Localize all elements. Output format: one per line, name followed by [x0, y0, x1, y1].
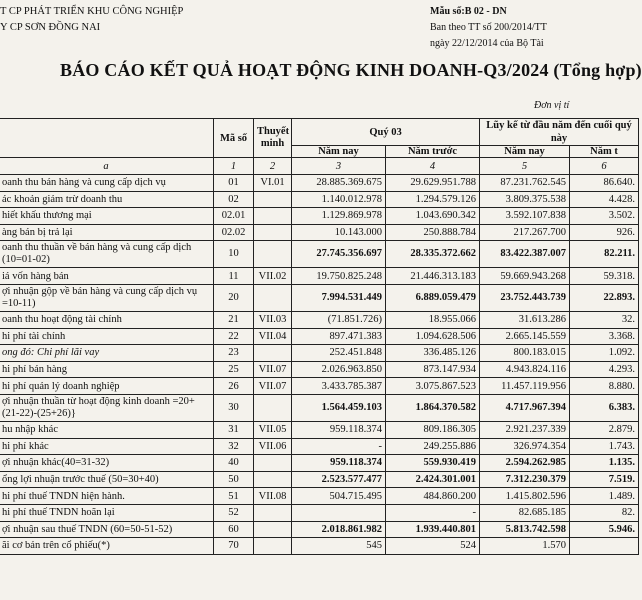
table-row	[0, 191, 639, 208]
row-ytd-last-year: 1.489.	[570, 488, 639, 505]
row-label: àng bán bị trả lại	[0, 224, 214, 241]
row-label: ợi nhuận gộp về bán hàng và cung cấp dịch vụ =10-11)	[0, 284, 214, 311]
row-code: 70	[214, 538, 254, 555]
label-header	[0, 119, 214, 158]
row-quarter-this-year: 959.118.374	[292, 455, 386, 472]
row-label: oanh thu hoạt động tài chính	[0, 311, 214, 328]
row-quarter-this-year: 2.026.963.850	[292, 361, 386, 378]
row-quarter-this-year: 10.143.000	[292, 224, 386, 241]
ytd-last-year-header: Năm t	[570, 146, 639, 158]
row-ytd-this-year: 87.231.762.545	[480, 175, 570, 192]
row-quarter-last-year: 873.147.934	[386, 361, 480, 378]
table-row	[0, 504, 639, 521]
row-note: VII.04	[254, 328, 292, 345]
row-ytd-this-year: 11.457.119.956	[480, 378, 570, 395]
row-quarter-last-year: 484.860.200	[386, 488, 480, 505]
report-title: BÁO CÁO KẾT QUẢ HOẠT ĐỘNG KINH DOANH-Q3/2024 (Tổng hợp)	[60, 60, 642, 80]
form-reference	[430, 4, 547, 52]
row-ytd-this-year: 2.594.262.985	[480, 455, 570, 472]
row-quarter-this-year: 1.140.012.978	[292, 191, 386, 208]
row-code: 26	[214, 378, 254, 395]
table-row	[0, 361, 639, 378]
row-code: 51	[214, 488, 254, 505]
row-ytd-last-year: 22.893.	[570, 284, 639, 311]
quarter-this-year-header: Năm nay	[292, 146, 386, 158]
row-ytd-last-year: 1.092.	[570, 345, 639, 362]
currency-unit: Đơn vị tí	[534, 100, 570, 111]
circular-line1: Ban theo TT số 200/2014/TT	[430, 22, 547, 33]
table-row	[0, 241, 639, 268]
row-quarter-this-year: 252.451.848	[292, 345, 386, 362]
row-quarter-last-year: 3.075.867.523	[386, 378, 480, 395]
quarter-last-year-header: Năm trước	[386, 146, 480, 158]
row-quarter-this-year: 19.750.825.248	[292, 268, 386, 285]
table-row	[0, 175, 639, 192]
circular-line2: ngày 22/12/2014 của Bộ Tài	[430, 38, 544, 49]
row-code: 60	[214, 521, 254, 538]
row-quarter-last-year: -	[386, 504, 480, 521]
row-note: VII.08	[254, 488, 292, 505]
row-quarter-last-year: 559.930.419	[386, 455, 480, 472]
row-label: hi phí thuế TNDN hiện hành.	[0, 488, 214, 505]
table-row	[0, 268, 639, 285]
row-code: 10	[214, 241, 254, 268]
row-ytd-last-year: 6.383.	[570, 394, 639, 421]
form-code: Mẫu số:B 02 - DN	[430, 6, 507, 17]
row-label: hi phí bán hàng	[0, 361, 214, 378]
row-note	[254, 471, 292, 488]
row-code: 25	[214, 361, 254, 378]
row-ytd-last-year: 86.640.	[570, 175, 639, 192]
row-quarter-last-year: 6.889.059.479	[386, 284, 480, 311]
row-code: 21	[214, 311, 254, 328]
row-ytd-this-year: 83.422.387.007	[480, 241, 570, 268]
row-note	[254, 538, 292, 555]
table-row	[0, 345, 639, 362]
row-quarter-this-year: 1.129.869.978	[292, 208, 386, 225]
row-ytd-last-year: 3.368.	[570, 328, 639, 345]
column-index-row	[0, 158, 639, 175]
row-note: VI.01	[254, 175, 292, 192]
row-ytd-last-year	[570, 538, 639, 555]
row-ytd-this-year: 5.813.742.598	[480, 521, 570, 538]
row-code: 30	[214, 394, 254, 421]
row-note: VII.07	[254, 378, 292, 395]
row-label: oanh thu thuần về bán hàng và cung cấp dịch (10=01-02)	[0, 241, 214, 268]
row-ytd-this-year: 82.685.185	[480, 504, 570, 521]
row-label: ợi nhuận khác(40=31-32)	[0, 455, 214, 472]
row-ytd-this-year: 7.312.230.379	[480, 471, 570, 488]
row-note: VII.06	[254, 438, 292, 455]
row-quarter-this-year: 3.433.785.387	[292, 378, 386, 395]
row-code: 01	[214, 175, 254, 192]
row-ytd-last-year: 7.519.	[570, 471, 639, 488]
row-code: 52	[214, 504, 254, 521]
row-quarter-last-year: 809.186.305	[386, 421, 480, 438]
row-label: hiết khấu thương mại	[0, 208, 214, 225]
row-label: ong đó: Chi phí lãi vay	[0, 345, 214, 362]
row-code: 31	[214, 421, 254, 438]
row-ytd-last-year: 82.211.	[570, 241, 639, 268]
table-row	[0, 488, 639, 505]
row-ytd-this-year: 3.592.107.838	[480, 208, 570, 225]
row-quarter-last-year: 1.094.628.506	[386, 328, 480, 345]
company-header	[0, 4, 183, 36]
row-code: 22	[214, 328, 254, 345]
row-ytd-this-year: 2.665.145.559	[480, 328, 570, 345]
row-quarter-this-year: 2.523.577.477	[292, 471, 386, 488]
row-quarter-last-year: 2.424.301.001	[386, 471, 480, 488]
row-note	[254, 521, 292, 538]
row-quarter-this-year: 504.715.495	[292, 488, 386, 505]
table-row	[0, 284, 639, 311]
row-label: hu nhập khác	[0, 421, 214, 438]
row-quarter-last-year: 250.888.784	[386, 224, 480, 241]
row-quarter-last-year: 1.939.440.801	[386, 521, 480, 538]
row-note: VII.07	[254, 361, 292, 378]
row-ytd-this-year: 4.717.967.394	[480, 394, 570, 421]
row-quarter-last-year: 29.629.951.788	[386, 175, 480, 192]
row-ytd-last-year: 8.880.	[570, 378, 639, 395]
row-label: iá vốn hàng bán	[0, 268, 214, 285]
company-name-line1: T CP PHÁT TRIỂN KHU CÔNG NGHIỆP	[0, 6, 184, 17]
index-cell: 3	[292, 158, 386, 175]
quarter-header: Quý 03	[292, 119, 480, 146]
row-code: 23	[214, 345, 254, 362]
row-quarter-this-year: 959.118.374	[292, 421, 386, 438]
row-ytd-last-year: 5.946.	[570, 521, 639, 538]
row-code: 20	[214, 284, 254, 311]
row-label: oanh thu bán hàng và cung cấp dịch vụ	[0, 175, 214, 192]
row-ytd-this-year: 59.669.943.268	[480, 268, 570, 285]
company-name-line2: Y CP SƠN ĐỒNG NAI	[0, 22, 101, 33]
table-row	[0, 394, 639, 421]
row-note: VII.02	[254, 268, 292, 285]
row-quarter-this-year: (71.851.726)	[292, 311, 386, 328]
row-ytd-this-year: 4.943.824.116	[480, 361, 570, 378]
row-note	[254, 345, 292, 362]
table-row	[0, 311, 639, 328]
row-ytd-last-year: 4.428.	[570, 191, 639, 208]
row-quarter-last-year: 1.043.690.342	[386, 208, 480, 225]
ytd-this-year-header: Năm nay	[480, 146, 570, 158]
row-ytd-this-year: 23.752.443.739	[480, 284, 570, 311]
table-row	[0, 208, 639, 225]
row-quarter-last-year: 524	[386, 538, 480, 555]
row-note	[254, 284, 292, 311]
row-ytd-last-year: 2.879.	[570, 421, 639, 438]
table-row	[0, 328, 639, 345]
row-ytd-last-year: 926.	[570, 224, 639, 241]
row-ytd-last-year: 59.318.	[570, 268, 639, 285]
index-cell: 4	[386, 158, 480, 175]
income-statement-table	[0, 118, 639, 555]
note-header: Thuyết minh	[254, 119, 292, 158]
code-header: Mã số	[214, 119, 254, 158]
table-row	[0, 224, 639, 241]
row-ytd-this-year: 217.267.700	[480, 224, 570, 241]
row-code: 02.01	[214, 208, 254, 225]
row-note	[254, 191, 292, 208]
row-note	[254, 241, 292, 268]
row-ytd-this-year: 326.974.354	[480, 438, 570, 455]
index-cell: a	[0, 158, 214, 175]
table-row	[0, 378, 639, 395]
table-row	[0, 421, 639, 438]
row-quarter-this-year: 545	[292, 538, 386, 555]
index-cell: 1	[214, 158, 254, 175]
row-note	[254, 455, 292, 472]
row-code: 40	[214, 455, 254, 472]
row-quarter-this-year: 7.994.531.449	[292, 284, 386, 311]
row-quarter-last-year: 1.864.370.582	[386, 394, 480, 421]
row-label: hi phí thuế TNDN hoãn lại	[0, 504, 214, 521]
row-code: 32	[214, 438, 254, 455]
row-code: 02	[214, 191, 254, 208]
table-row	[0, 521, 639, 538]
row-quarter-last-year: 18.955.066	[386, 311, 480, 328]
row-ytd-last-year: 82.	[570, 504, 639, 521]
row-note: VII.05	[254, 421, 292, 438]
row-ytd-last-year: 32.	[570, 311, 639, 328]
row-quarter-this-year: 2.018.861.982	[292, 521, 386, 538]
row-note	[254, 504, 292, 521]
index-cell: 6	[570, 158, 639, 175]
row-quarter-this-year: 27.745.356.697	[292, 241, 386, 268]
row-ytd-this-year: 800.183.015	[480, 345, 570, 362]
row-label: ãi cơ bản trên cổ phiếu(*)	[0, 538, 214, 555]
row-quarter-last-year: 249.255.886	[386, 438, 480, 455]
row-label: ác khoản giảm trừ doanh thu	[0, 191, 214, 208]
row-quarter-last-year: 1.294.579.126	[386, 191, 480, 208]
row-note	[254, 208, 292, 225]
row-note: VII.03	[254, 311, 292, 328]
row-ytd-this-year: 3.809.375.538	[480, 191, 570, 208]
row-quarter-this-year: -	[292, 438, 386, 455]
index-cell: 2	[254, 158, 292, 175]
row-code: 02.02	[214, 224, 254, 241]
row-ytd-last-year: 1.135.	[570, 455, 639, 472]
row-code: 11	[214, 268, 254, 285]
table-body	[0, 175, 639, 555]
row-note	[254, 224, 292, 241]
ytd-header: Lũy kế từ đầu năm đến cuối quý này	[480, 119, 639, 146]
table-row	[0, 438, 639, 455]
row-ytd-this-year: 2.921.237.339	[480, 421, 570, 438]
row-label: hi phí quản lý doanh nghiệp	[0, 378, 214, 395]
row-label: ổng lợi nhuận trước thuế (50=30+40)	[0, 471, 214, 488]
row-ytd-this-year: 1.570	[480, 538, 570, 555]
row-ytd-this-year: 31.613.286	[480, 311, 570, 328]
row-label: ợi nhuận sau thuế TNDN (60=50-51-52)	[0, 521, 214, 538]
row-quarter-this-year: 1.564.459.103	[292, 394, 386, 421]
row-ytd-this-year: 1.415.802.596	[480, 488, 570, 505]
row-quarter-last-year: 28.335.372.662	[386, 241, 480, 268]
table-row	[0, 455, 639, 472]
row-ytd-last-year: 4.293.	[570, 361, 639, 378]
row-label: hi phí tài chính	[0, 328, 214, 345]
row-quarter-this-year: 28.885.369.675	[292, 175, 386, 192]
row-ytd-last-year: 1.743.	[570, 438, 639, 455]
row-quarter-last-year: 21.446.313.183	[386, 268, 480, 285]
row-note	[254, 394, 292, 421]
row-quarter-last-year: 336.485.126	[386, 345, 480, 362]
row-ytd-last-year: 3.502.	[570, 208, 639, 225]
row-code: 50	[214, 471, 254, 488]
row-quarter-this-year: 897.471.383	[292, 328, 386, 345]
index-cell: 5	[480, 158, 570, 175]
table-row	[0, 538, 639, 555]
row-label: ợi nhuận thuần từ hoạt động kinh doanh =20+(21-22)-(25+26)}	[0, 394, 214, 421]
row-quarter-this-year	[292, 504, 386, 521]
table-row	[0, 471, 639, 488]
row-label: hi phí khác	[0, 438, 214, 455]
